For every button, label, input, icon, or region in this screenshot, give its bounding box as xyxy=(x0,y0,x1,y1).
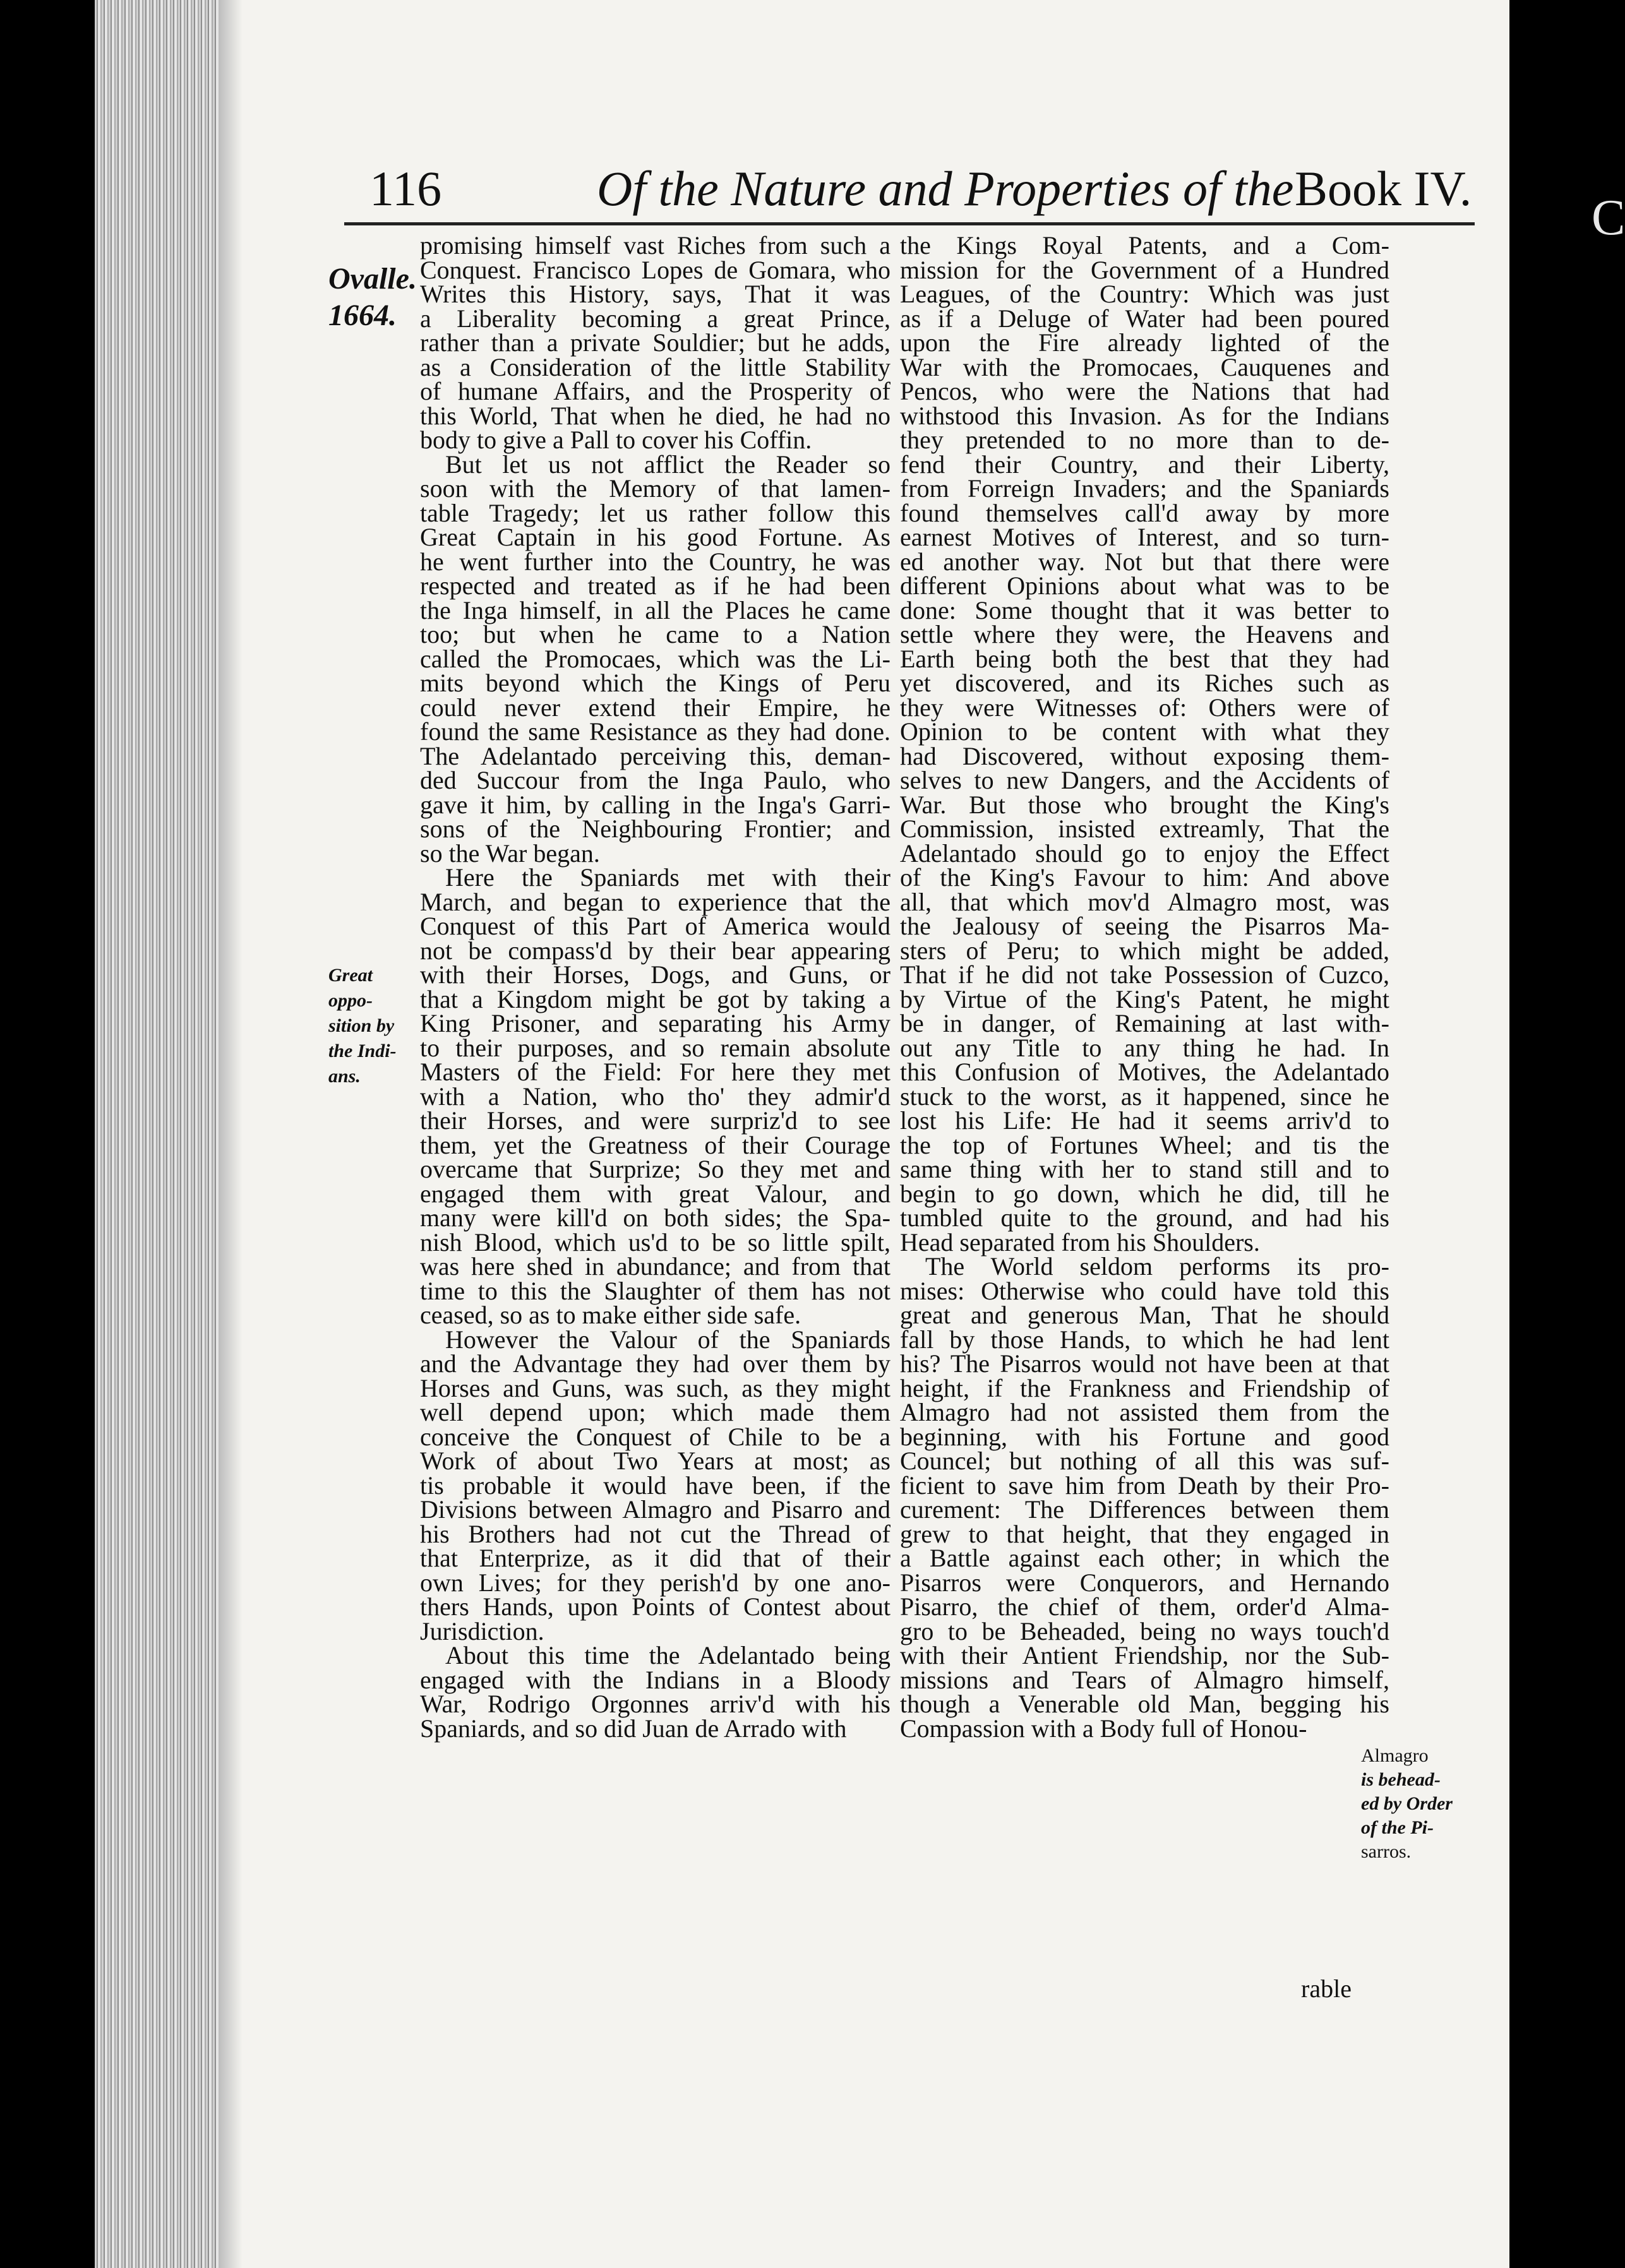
text-line: a Battle against each other; in which the xyxy=(900,1544,1389,1572)
text-line: had Discovered, without exposing them- xyxy=(900,741,1389,770)
next-page-fragment: C xyxy=(1592,190,1625,246)
text-line: sters of Peru; to which might be added, xyxy=(900,936,1389,965)
text-line: found the same Resistance as they had done. xyxy=(420,717,890,746)
margin-author: Ovalle. xyxy=(328,262,417,295)
text-line: About this time the Adelantado being xyxy=(445,1641,890,1669)
text-line: Here the Spaniards met with their xyxy=(445,863,890,892)
text-line: settle where they were, the Heavens and xyxy=(900,620,1389,648)
text-line: Jurisdiction. xyxy=(420,1616,544,1645)
text-line: The World seldom performs its pro- xyxy=(925,1252,1389,1280)
text-line: this World, That when he died, he had no xyxy=(420,401,890,430)
text-line: all, that which mov'd Almagro most, was xyxy=(900,887,1389,916)
text-line: so the War began. xyxy=(420,839,600,868)
text-line: great and generous Man, That he should xyxy=(900,1301,1389,1329)
text-line: March, and began to experience that the xyxy=(420,887,890,916)
text-line: not be compass'd by their bear appearing xyxy=(420,936,890,965)
text-line: Writes this History, says, That it was xyxy=(420,280,890,308)
text-line: The Adelantado perceiving this, deman- xyxy=(420,741,890,770)
text-line: different Opinions about what was to be xyxy=(900,571,1389,600)
margin-note-line: is behead- xyxy=(1361,1769,1441,1790)
text-line: War with the Promocaes, Cauquenes and xyxy=(900,352,1389,381)
text-line: out any Title to any thing he had. In xyxy=(900,1033,1389,1062)
text-line: earnest Motives of Interest, and so turn- xyxy=(900,523,1389,551)
page-gutter-shadow xyxy=(219,0,243,2268)
text-line: missions and Tears of Almagro himself, xyxy=(900,1665,1389,1694)
margin-note-line: of the Pi- xyxy=(1361,1817,1434,1838)
text-line: with their Antient Friendship, nor the Sub- xyxy=(900,1641,1389,1669)
text-line: Masters of the Field: For here they met xyxy=(420,1058,890,1086)
text-line: gro to be Beheaded, being no ways touch'd xyxy=(900,1616,1389,1645)
text-line: engaged them with great Valour, and xyxy=(420,1179,890,1208)
text-line: overcame that Surprize; So they met and xyxy=(420,1155,890,1183)
text-line: Conquest. Francisco Lopes de Gomara, who xyxy=(420,255,890,284)
margin-note-line: the Indi- xyxy=(328,1041,397,1061)
text-line: Councel; but nothing of all this was suf- xyxy=(900,1447,1389,1475)
text-line: sons of the Neighbouring Frontier; and xyxy=(420,815,890,843)
text-line: Pisarro, the chief of them, order'd Alma- xyxy=(900,1592,1389,1621)
text-line: with a Nation, who tho' they admir'd xyxy=(420,1082,890,1111)
text-line: promising himself vast Riches from such a xyxy=(420,231,890,260)
text-line: ed another way. Not but that there were xyxy=(900,547,1389,576)
text-line: Commission, insisted extreamly, That the xyxy=(900,815,1389,843)
text-line: Pencos, who were the Nations that had xyxy=(900,377,1389,405)
text-line: engaged with the Indians in a Bloody xyxy=(420,1665,890,1694)
text-line: mission for the Government of a Hundred xyxy=(900,255,1389,284)
text-line: that a Kingdom might be got by taking a xyxy=(420,984,890,1013)
text-line: mises: Otherwise who could have told this xyxy=(900,1276,1389,1305)
text-line: War, Rodrigo Orgonnes arriv'd with his xyxy=(420,1690,890,1718)
text-line: done: Some thought that it was better to xyxy=(900,595,1389,624)
text-line: though a Venerable old Man, begging his xyxy=(900,1690,1389,1718)
text-line: selves to new Dangers, and the Accidents of xyxy=(900,766,1389,794)
text-line: Head separated from his Shoulders. xyxy=(900,1227,1260,1256)
page-edge xyxy=(95,0,221,2268)
text-line: Leagues, of the Country: Which was just xyxy=(900,280,1389,308)
text-line: that Enterprize, as it did that of their xyxy=(420,1544,890,1572)
text-line: yet discovered, and its Riches such as xyxy=(900,669,1389,697)
book-label: Book IV. xyxy=(1295,161,1472,216)
text-line: was here shed in abundance; and from that xyxy=(420,1252,890,1280)
text-line: ded Succour from the Inga Paulo, who xyxy=(420,766,890,794)
text-line: and the Advantage they had over them by xyxy=(420,1349,890,1378)
text-line: of the King's Favour to him: And above xyxy=(900,863,1389,892)
text-line: lost his Life: He had it seems arriv'd to xyxy=(900,1106,1389,1135)
text-line: grew to that height, that they engaged in xyxy=(900,1519,1389,1548)
text-line: begin to go down, which he did, till he xyxy=(900,1179,1389,1208)
text-line: well depend upon; which made them xyxy=(420,1398,890,1426)
margin-note-left xyxy=(328,963,417,1089)
text-line: called the Promocaes, which was the Li- xyxy=(420,644,890,673)
text-line: Adelantado should go to enjoy the Effect xyxy=(900,839,1389,868)
text-line: curement: The Differences between them xyxy=(900,1495,1389,1524)
text-line: too; but when he came to a Nation xyxy=(420,620,890,648)
text-line: tis probable it would have been, if the xyxy=(420,1471,890,1500)
margin-note-line: Great oppo- xyxy=(328,965,373,1011)
text-line: However the Valour of the Spaniards xyxy=(445,1325,890,1354)
text-line: gave it him, by calling in the Inga's Garri- xyxy=(420,790,890,819)
text-line: ceased, so as to make either side safe. xyxy=(420,1301,801,1329)
text-line: Compassion with a Body full of Honou- xyxy=(900,1714,1307,1743)
text-line: found themselves call'd away by more xyxy=(900,498,1389,527)
text-line: Great Captain in his good Fortune. As xyxy=(420,523,890,551)
margin-note-line: ans. xyxy=(328,1066,361,1087)
text-line: fall by those Hands, to which he had lent xyxy=(900,1325,1389,1354)
text-line: mits beyond which the Kings of Peru xyxy=(420,669,890,697)
text-line: conceive the Conquest of Chile to be a xyxy=(420,1422,890,1451)
text-line: That if he did not take Possession of Cuzco, xyxy=(900,960,1389,989)
text-line: their Horses, and were surpriz'd to see xyxy=(420,1106,890,1135)
text-line: King Prisoner, and separating his Army xyxy=(420,1009,890,1037)
text-line: Spaniards, and so did Juan de Arrado with xyxy=(420,1714,847,1743)
margin-note-line: sition by xyxy=(328,1015,395,1036)
text-line: stuck to the worst, as it happened, since he xyxy=(900,1082,1389,1111)
text-line: same thing with her to stand still and to xyxy=(900,1155,1389,1183)
text-line: own Lives; for they perish'd by one ano- xyxy=(420,1568,890,1597)
text-line: of humane Affairs, and the Prosperity of xyxy=(420,377,890,405)
text-line: But let us not afflict the Reader so xyxy=(445,450,890,479)
margin-note-right xyxy=(1361,1744,1456,1864)
text-line: beginning, with his Fortune and good xyxy=(900,1422,1389,1451)
text-line: with their Horses, Dogs, and Guns, or xyxy=(420,960,890,989)
text-line: height, if the Frankness and Friendship of xyxy=(900,1373,1389,1402)
text-line: they pretended to no more than to de- xyxy=(900,426,1389,454)
text-line: upon the Fire already lighted of the xyxy=(900,328,1389,357)
page-number: 116 xyxy=(369,161,442,216)
text-line: fend their Country, and their Liberty, xyxy=(900,450,1389,479)
text-line: to their purposes, and so remain absolute xyxy=(420,1033,890,1062)
text-line: his Brothers had not cut the Thread of xyxy=(420,1519,890,1548)
text-line: many were kill'd on both sides; the Spa- xyxy=(420,1203,890,1232)
text-line: be in danger, of Remaining at last with- xyxy=(900,1009,1389,1037)
text-line: War. But those who brought the King's xyxy=(900,790,1389,819)
text-line: the top of Fortunes Wheel; and tis the xyxy=(900,1130,1389,1159)
margin-note-line: ed by Order xyxy=(1361,1793,1453,1814)
text-column-left xyxy=(420,231,890,1743)
text-line: Conquest of this Part of America would xyxy=(420,912,890,940)
margin-note-line: sarros. xyxy=(1361,1841,1412,1862)
text-line: the Kings Royal Patents, and a Com- xyxy=(900,231,1389,260)
text-line: a Liberality becoming a great Prince, xyxy=(420,304,890,333)
text-line: time to this the Slaughter of them has not xyxy=(420,1276,890,1305)
text-line: thers Hands, upon Points of Contest about xyxy=(420,1592,890,1621)
margin-note-line: Almagro xyxy=(1361,1745,1429,1766)
text-line: Work of about Two Years at most; as xyxy=(420,1447,890,1475)
text-line: withstood this Invasion. As for the Indians xyxy=(900,401,1389,430)
scan-background xyxy=(1509,0,1619,2268)
text-line: the Inga himself, in all the Places he came xyxy=(420,595,890,624)
text-line: Earth being both the best that they had xyxy=(900,644,1389,673)
text-line: he went further into the Country, he was xyxy=(420,547,890,576)
text-line: as a Consideration of the little Stability xyxy=(420,352,890,381)
margin-author-date xyxy=(328,224,423,334)
running-title: Of the Nature and Properties of the xyxy=(597,161,1294,216)
text-line: Horses and Guns, was such, as they might xyxy=(420,1373,890,1402)
text-line: tumbled quite to the ground, and had his xyxy=(900,1203,1389,1232)
text-line: by Virtue of the King's Patent, he might xyxy=(900,984,1389,1013)
text-line: Pisarros were Conquerors, and Hernando xyxy=(900,1568,1389,1597)
text-line: them, yet the Greatness of their Courage xyxy=(420,1130,890,1159)
text-line: rather than a private Souldier; but he adds, xyxy=(420,328,890,357)
text-line: from Forreign Invaders; and the Spaniards xyxy=(900,474,1389,503)
margin-year: 1664. xyxy=(328,299,397,332)
text-line: respected and treated as if he had been xyxy=(420,571,890,600)
catchword: rable xyxy=(1301,1974,1352,2003)
text-line: nish Blood, which us'd to be so little spilt, xyxy=(420,1227,890,1256)
text-line: as if a Deluge of Water had been poured xyxy=(900,304,1389,333)
text-line: they were Witnesses of: Others were of xyxy=(900,693,1389,722)
text-line: this Confusion of Motives, the Adelantado xyxy=(900,1058,1389,1086)
text-line: ficient to save him from Death by their Pro- xyxy=(900,1471,1389,1500)
text-line: Divisions between Almagro and Pisarro and xyxy=(420,1495,890,1524)
text-line: soon with the Memory of that lamen- xyxy=(420,474,890,503)
text-line: Almagro had not assisted them from the xyxy=(900,1398,1389,1426)
text-line: could never extend their Empire, he xyxy=(420,693,890,722)
header-rule xyxy=(344,222,1475,225)
text-line: his? The Pisarros would not have been at that xyxy=(900,1349,1389,1378)
text-line: the Jealousy of seeing the Pisarros Ma- xyxy=(900,912,1389,940)
running-header xyxy=(344,149,1475,225)
text-column-right xyxy=(900,231,1389,1743)
text-line: Opinion to be content with what they xyxy=(900,717,1389,746)
text-line: table Tragedy; let us rather follow this xyxy=(420,498,890,527)
text-line: body to give a Pall to cover his Coffin. xyxy=(420,426,812,454)
